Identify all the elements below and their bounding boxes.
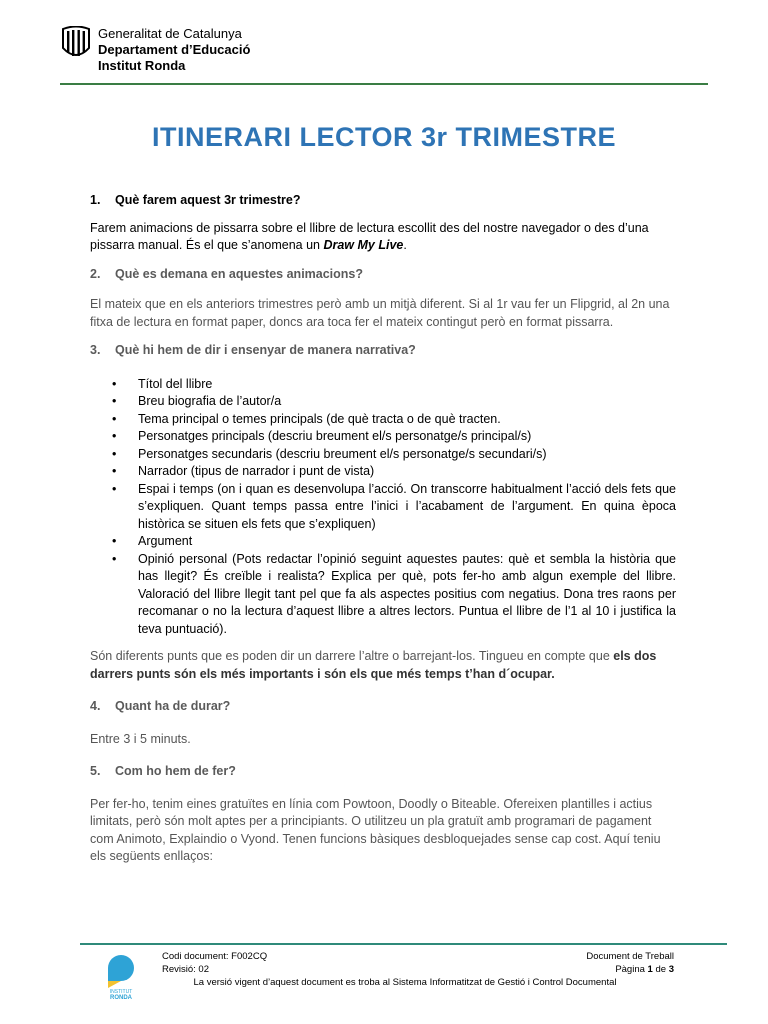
list-item [90, 481, 676, 534]
bullet-icon: • [112, 551, 117, 566]
question-5 [90, 763, 676, 781]
page-number [520, 963, 674, 976]
question-number: 5. [90, 764, 101, 778]
header-generalitat: Generalitat de Catalunya [98, 26, 242, 41]
question-4 [90, 698, 676, 716]
note-emphasis: els dos darrers punts són els més importants i són els que més temps t’han d´ocupar. [90, 649, 657, 681]
logo-text-ronda: RONDA [110, 995, 132, 1000]
question-text: Quant ha de durar? [115, 699, 231, 713]
document-body [90, 192, 676, 866]
list-item [90, 533, 676, 551]
bullet-icon: • [112, 446, 117, 461]
list-item-text: Opinió personal (Pots redactar l’opinió seguint aquestes pautes: què et sembla la història que has llegit? És creïble i realista? Explica per què, pots fer-ho amb algun exemple del llibre. Valoració del llibre llegit tant pel que fa als aspectes positius com negatius. Dona tres raons per recomanar o no la lectura d’aquest llibre a altres lectors. Puntua el llibre de l’1 al 10 i justifica la teva puntuació). [138, 551, 676, 636]
question-text: Què es demana en aquestes animacions? [115, 266, 364, 281]
list-item [90, 411, 676, 429]
logo-text-institut: INSTITUT [109, 989, 133, 995]
generalitat-shield-icon [60, 26, 92, 60]
page-mid: de [652, 964, 669, 975]
answer-text-end: . [403, 238, 407, 252]
footer-notice: La versió vigent d’aquest document es troba al Sistema Informatitzat de Gestió i Control Documental [193, 977, 617, 988]
list-item-text: Breu biografia de l’autor/a [138, 394, 282, 408]
question-number: 3. [90, 343, 101, 357]
bullet-icon: • [112, 534, 117, 548]
list-item [90, 428, 676, 446]
document-revision: Revisió: 02 [162, 964, 209, 975]
question-1 [90, 192, 676, 210]
answer-5: Per fer-ho, tenim eines gratuïtes en línia com Powtoon, Doodly o Biteable. Ofereixen plantilles i actius limitats, però són molt aptes per a principiants. O utilitzeu un pla gratuït amb programari de pagament com Animoto, Explaindio o Vyond. Tenen funcions bàsiques desbloquejades sense cap cost. Aquí teniu els següents enllaços: [90, 796, 661, 863]
list-item-text: Personatges secundaris (descriu breument el/s personatge/s secundari/s) [138, 446, 547, 461]
content-points-list [90, 376, 676, 639]
list-item-text: Narrador (tipus de narrador i punt de vista) [138, 464, 375, 478]
header-institute: Institut Ronda [98, 58, 186, 73]
question-text: Com ho hem de fer? [115, 764, 236, 778]
bullet-icon: • [112, 429, 117, 443]
answer-text: Farem animacions de pissarra sobre el llibre de lectura escollit des del nostre navegador o des d’una pissarra manual. És el que s’anomena un [90, 220, 649, 252]
document-code: Codi document: F002CQ [162, 951, 268, 962]
total-pages: 3 [668, 964, 674, 975]
bullet-icon: • [112, 411, 117, 426]
question-number: 2. [90, 266, 101, 281]
note-text: Són diferents punts que es poden dir un darrere l’altre o barrejant-los. Tingueu en compte que [90, 649, 614, 663]
answer-4: Entre 3 i 5 minuts. [90, 731, 191, 746]
list-item-text: Personatges principals (descriu breument el/s personatge/s principal/s) [138, 429, 532, 443]
current-page: 1 [647, 964, 653, 975]
answer-1 [90, 220, 676, 255]
document-type: Document de Treball [586, 951, 674, 962]
footer-doc-info [162, 950, 267, 976]
answer-2: El mateix que en els anteriors trimestres però amb un mitjà diferent. Si al 1r vau fer un Flipgrid, al 2n una fitxa de lectura en format paper, doncs ara toca fer el mateix contingut però en format pissarra. [90, 297, 670, 329]
list-item [90, 446, 676, 464]
list-item [90, 551, 676, 639]
institut-ronda-logo-icon [104, 948, 138, 1000]
page-title: ITINERARI LECTOR 3r TRIMESTRE [151, 122, 617, 152]
list-item-text: Tema principal o temes principals (de què tracta o de què tracten. [138, 411, 501, 426]
footer-page-info [520, 950, 674, 976]
list-item [90, 376, 676, 394]
question-text: Què farem aquest 3r trimestre? [115, 193, 301, 207]
draw-my-live-emphasis: Draw My Live [323, 238, 404, 252]
header-department: Departament d’Educació [98, 42, 251, 57]
question-number: 1. [90, 193, 101, 207]
list-item-text: Argument [138, 534, 193, 548]
bullet-icon: • [112, 376, 117, 391]
list-item [90, 393, 676, 411]
list-item-text: Títol del llibre [138, 376, 213, 391]
question-number: 4. [90, 699, 101, 713]
page-prefix: Pàgina [615, 964, 648, 975]
bullet-icon: • [112, 464, 117, 478]
header-text [98, 26, 250, 74]
header-divider [60, 83, 708, 85]
bullet-icon: • [112, 394, 117, 408]
footer-divider [80, 943, 727, 945]
question-text: Què hi hem de dir i ensenyar de manera narrativa? [115, 343, 416, 357]
list-item [90, 463, 676, 481]
list-item-text: Espai i temps (on i quan es desenvolupa l’acció. On transcorre habitualment l’acció dels fets que s’expliquen. Quant temps passa entre l’inici i l’acabament de l’argument. En quina època històrica se situen els fets que s’expliquen) [138, 481, 676, 531]
section-3-note [90, 648, 676, 683]
question-2 [90, 266, 676, 284]
question-3 [90, 342, 676, 360]
bullet-icon: • [112, 481, 117, 496]
